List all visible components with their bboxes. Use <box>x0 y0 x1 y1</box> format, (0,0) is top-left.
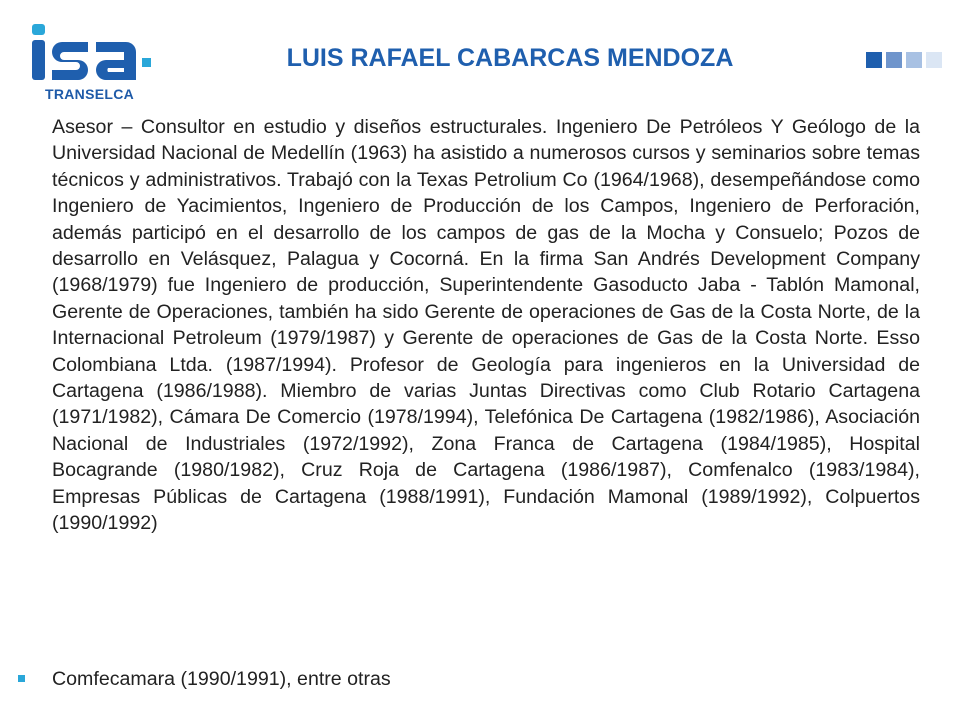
logo-subtitle: TRANSELCA <box>45 86 135 102</box>
decor-square <box>926 52 942 68</box>
decor-square <box>906 52 922 68</box>
bio-paragraph: Asesor – Consultor en estudio y diseños estructurales. Ingeniero De Petróleos Y Geólogo de la Universidad Nacional de Medellín (1963) ha asistido a numerosos cursos y seminarios sobre temas técnicos y administrativos. Trabajó con la Texas Petrolium Co (1964/1968), desempeñándose como Ingeniero de Yacimientos, Ingeniero de Producción de los Campos, Ingeniero de Perforación, además participó en el desarrollo de los campos de gas de la Mocha y Consuelo; Pozos de desarrollo en Velásquez, Palagua y Cocorná. En la firma San Andrés Development Company (1968/1979) fue Ingeniero de producción, Superintendente Gasoducto Jaba - Tablón Mamonal, Gerente de Operaciones, también ha sido Gerente de operaciones de Gas de la Costa Norte, de la Internacional Petroleum (1979/1987) y Gerente de operaciones de Gas de la Costa Norte. Esso Colombiana Ltda. (1987/1994). Profesor de Geología para ingenieros en la Universidad de Cartagena (1986/1988). Miembro de varias Juntas Directivas como Club Rotario Cartagena (1971/1982), Cámara De Comercio (1978/1994), Telefónica De Cartagena (1982/1986), Asociación Nacional de Industriales (1972/1992), Zona Franca de Cartagena (1984/1985), Hospital Bocagrande (1980/1982), Cruz Roja de Cartagena (1986/1987), Comfenalco (1983/1984), Empresas Públicas de Cartagena (1988/1991), Fundación Mamonal (1989/1992), Colpuertos (1990/1992) <box>52 116 920 535</box>
decor-squares <box>866 52 942 68</box>
bullet-text: Comfecamara (1990/1991), entre otras <box>52 668 391 690</box>
bullet-square-icon <box>18 675 25 682</box>
isa-logo-icon <box>30 22 160 86</box>
decor-square <box>866 52 882 68</box>
page-title: LUIS RAFAEL CABARCAS MENDOZA <box>286 44 734 72</box>
decor-square <box>886 52 902 68</box>
